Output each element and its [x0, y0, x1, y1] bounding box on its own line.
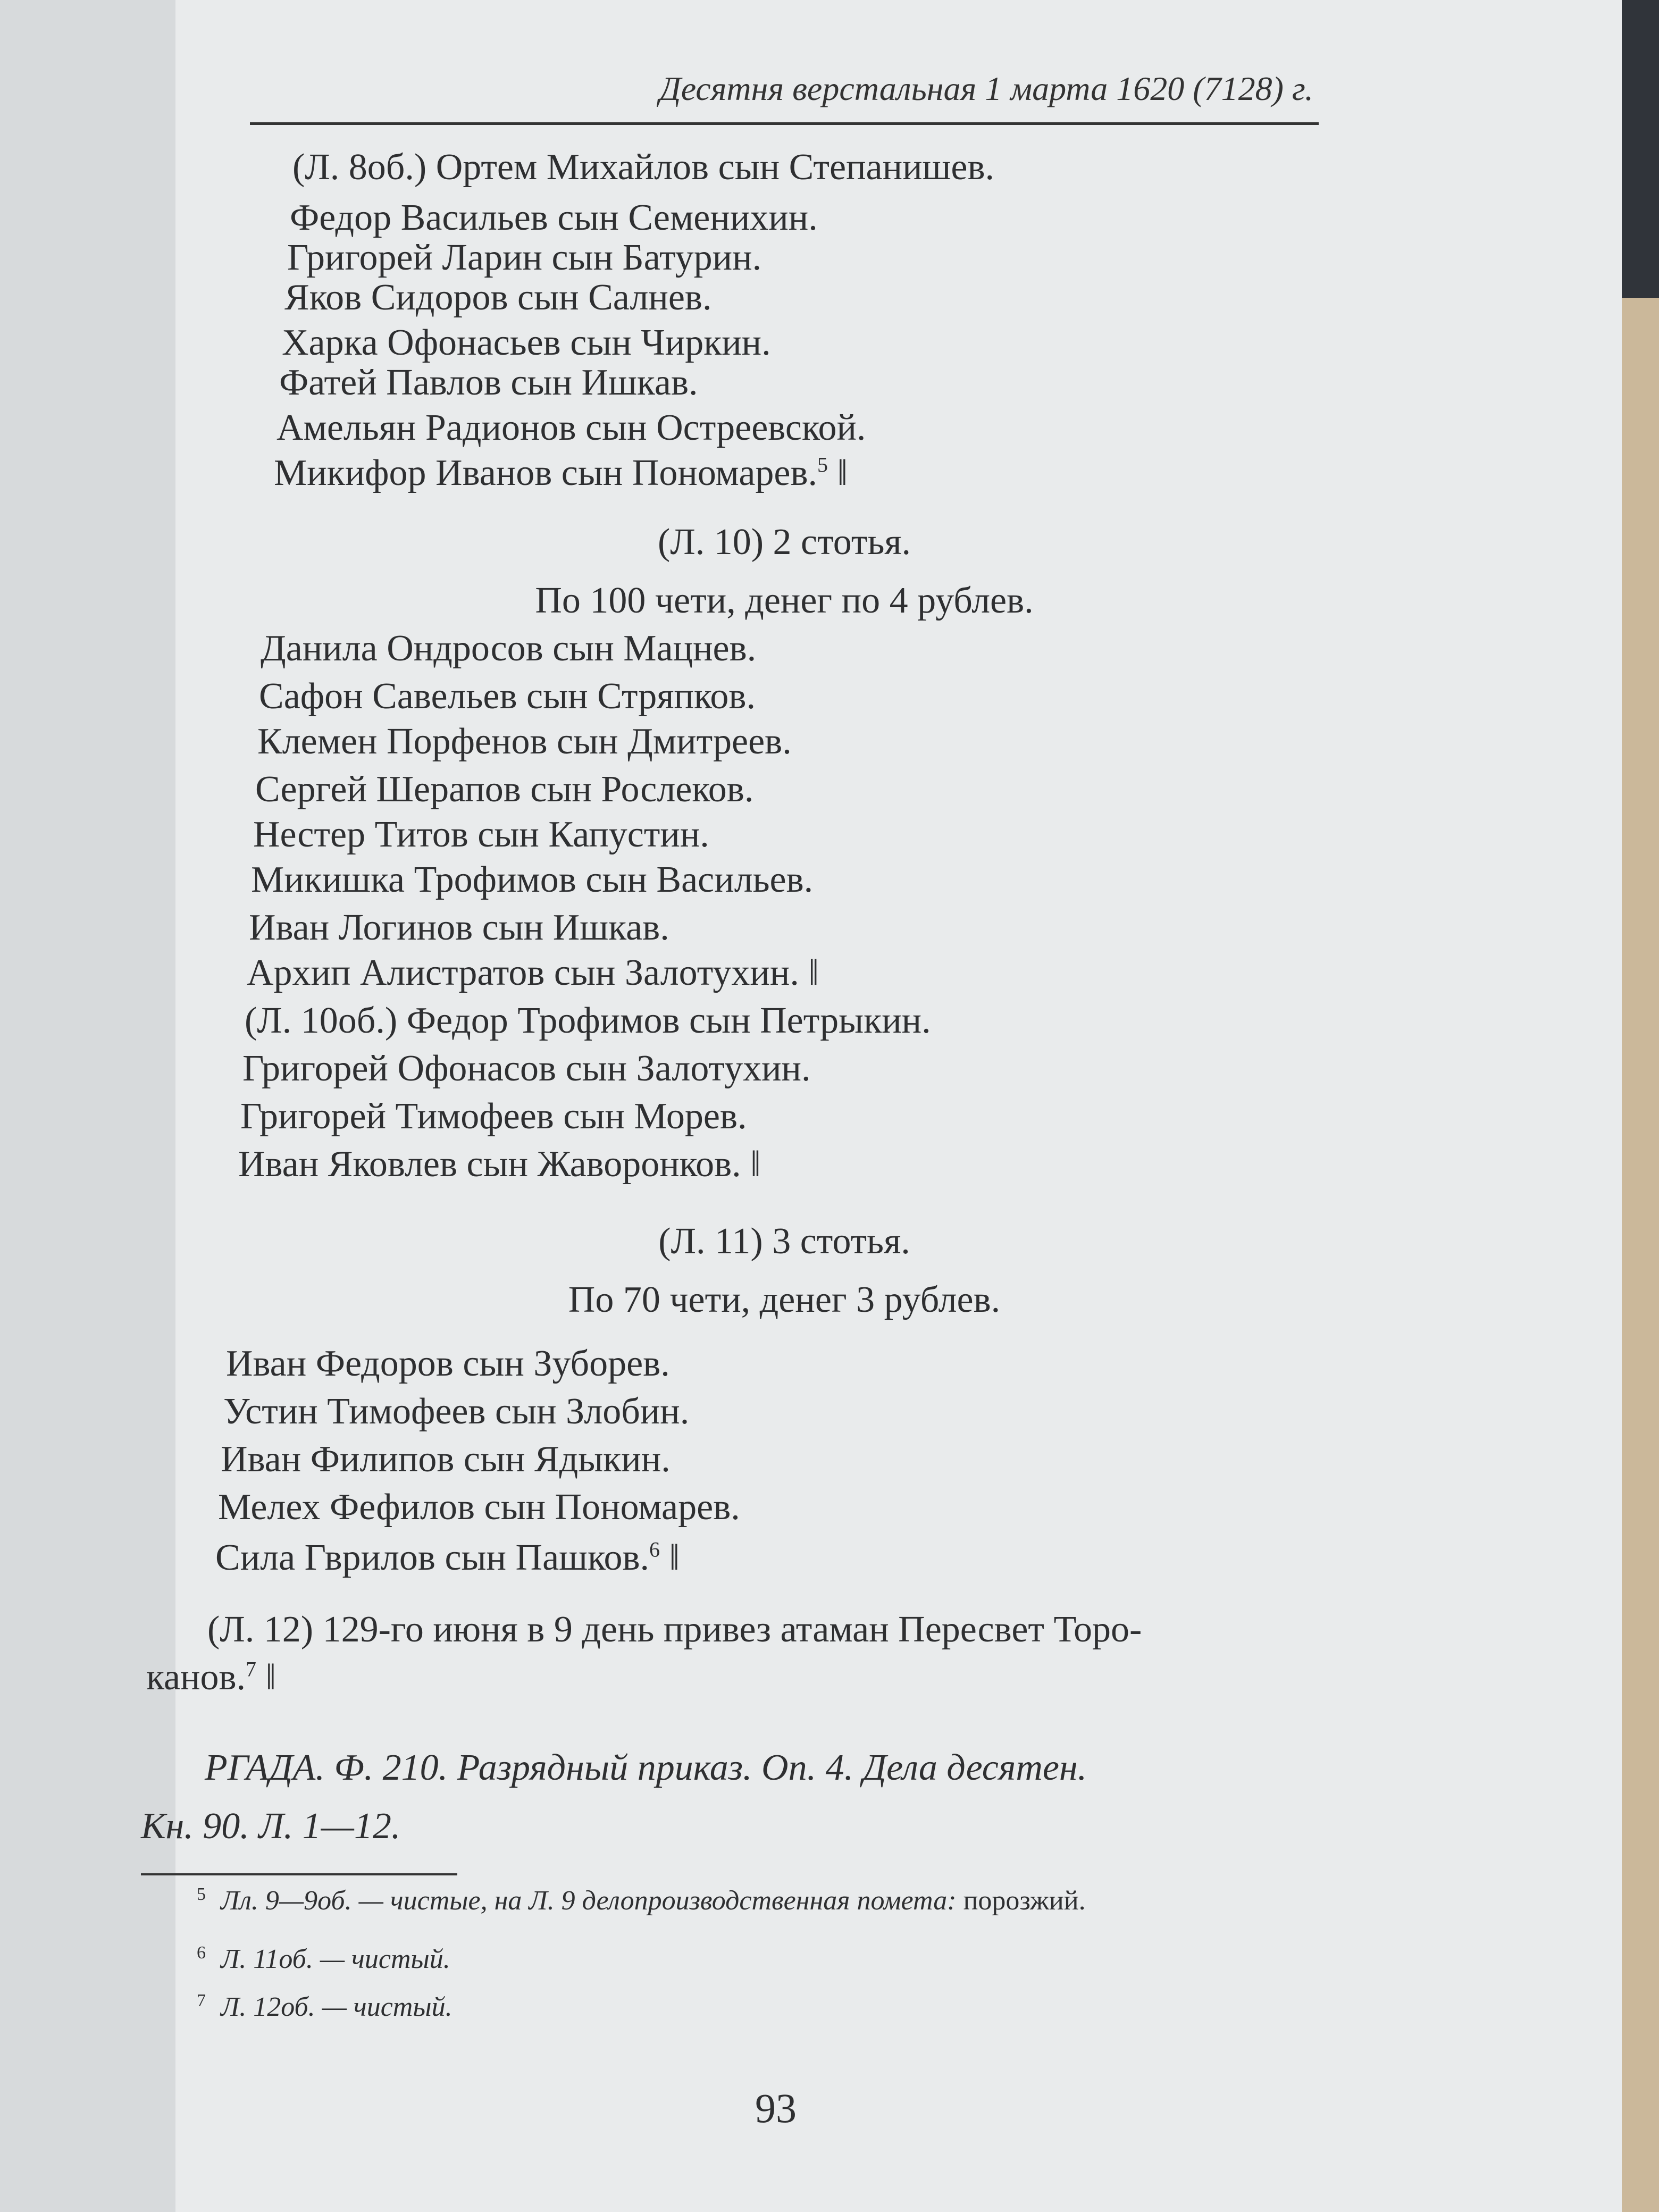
list-item: Нестер Титов сын Капустин.	[253, 814, 709, 855]
folio-mark: ‖	[265, 1657, 276, 1698]
page-number: 93	[755, 2085, 797, 2131]
list-item: Сафон Савельев сын Стряпков.	[259, 676, 756, 717]
list-item: Федор Васильев сын Семенихин.	[290, 197, 818, 238]
list-item: (Л. 10об.) Федор Трофимов сын Петрыкин.	[245, 1000, 931, 1041]
footnote-number: 6	[197, 1942, 206, 1963]
list-item: Яков Сидоров сын Салнев.	[284, 277, 712, 318]
footnote-rule	[141, 1873, 457, 1875]
folio-mark: ‖	[669, 1537, 680, 1578]
running-header	[250, 69, 1313, 128]
source-citation: РГАДА. Ф. 210. Разрядный приказ. Оп. 4. Дела десятен.	[205, 1747, 1087, 1788]
list-item: Григорей Ларин сын Батурин.	[287, 237, 762, 278]
list-item: Фатей Павлов сын Ишкав.	[279, 362, 698, 403]
entry-text: Сила Гврилов сын Пашков.	[215, 1537, 650, 1578]
list-item: Иван Федоров сын Зуборев.	[226, 1343, 670, 1384]
list-item: Иван Логинов сын Ишкав.	[249, 907, 669, 948]
list-item: (Л. 8об.) Ортем Михайлов сын Степанишев.	[292, 147, 995, 188]
footnote	[197, 1885, 1086, 1916]
footnote-ref: 5	[817, 453, 828, 477]
list-item: Сергей Шерапов сын Рослеков.	[255, 769, 754, 810]
section-heading: (Л. 10) 2 стотья.	[657, 522, 911, 563]
page-gutter-shade	[0, 0, 175, 2212]
closing-line: (Л. 12) 129-го июня в 9 день привез атаман Пересвет Торо-	[207, 1609, 1142, 1650]
list-item: Микишка Трофимов сын Васильев.	[251, 859, 814, 900]
list-item: Иван Филипов сын Ядыкин.	[221, 1439, 671, 1480]
list-item	[274, 455, 848, 492]
entry-text: канов.	[146, 1657, 246, 1698]
list-item: Иван Яковлев сын Жаворонков. ‖	[238, 1144, 761, 1185]
footnote-number: 7	[197, 1990, 206, 2010]
list-item: Устин Тимофеев сын Злобин.	[223, 1391, 690, 1432]
entry-text: Микифор Иванов сын Пономарев.	[274, 453, 818, 493]
list-item: Клемен Порфенов сын Дмитреев.	[257, 721, 792, 762]
footnote-ref: 6	[649, 1537, 660, 1562]
section-subheading: По 100 чети, денег по 4 рублев.	[535, 580, 1034, 621]
list-item: Григорей Тимофеев сын Морев.	[240, 1096, 747, 1137]
list-item: Григорей Офонасов сын Залотухин.	[242, 1048, 811, 1089]
footnote	[197, 1991, 453, 2023]
list-item: Амельян Радионов сын Остреевской.	[276, 407, 866, 448]
footnote-number: 5	[197, 1884, 206, 1904]
footnote-ref: 7	[246, 1657, 257, 1681]
closing-line	[146, 1659, 276, 1696]
list-item: Мелех Фефилов сын Пономарев.	[218, 1487, 740, 1528]
header-rule	[250, 122, 1319, 125]
footnote	[197, 1943, 450, 1975]
folio-mark: ‖	[837, 453, 848, 493]
section-heading: (Л. 11) 3 стотья.	[658, 1221, 910, 1262]
footnote-text: Л. 12об. — чистый.	[221, 1992, 453, 2022]
list-item: Архип Алистратов сын Залотухин. ‖	[247, 952, 819, 993]
list-item: Данила Ондросов сын Мацнев.	[261, 628, 757, 669]
source-citation: Кн. 90. Л. 1—12.	[141, 1806, 401, 1847]
list-item: Харка Офонасьев сын Чиркин.	[282, 322, 771, 363]
footnote-text: Лл. 9—9об. — чистые, на Л. 9 делопроизводственная помета:	[221, 1886, 957, 1916]
footnote-text: Л. 11об. — чистый.	[221, 1944, 450, 1974]
running-title: Десятня верстальная 1 марта 1620 (7128) г.	[659, 70, 1313, 107]
section-subheading: По 70 чети, денег 3 рублев.	[568, 1279, 1001, 1320]
list-item	[215, 1539, 680, 1577]
footnote-text: порозжий.	[956, 1886, 1086, 1916]
